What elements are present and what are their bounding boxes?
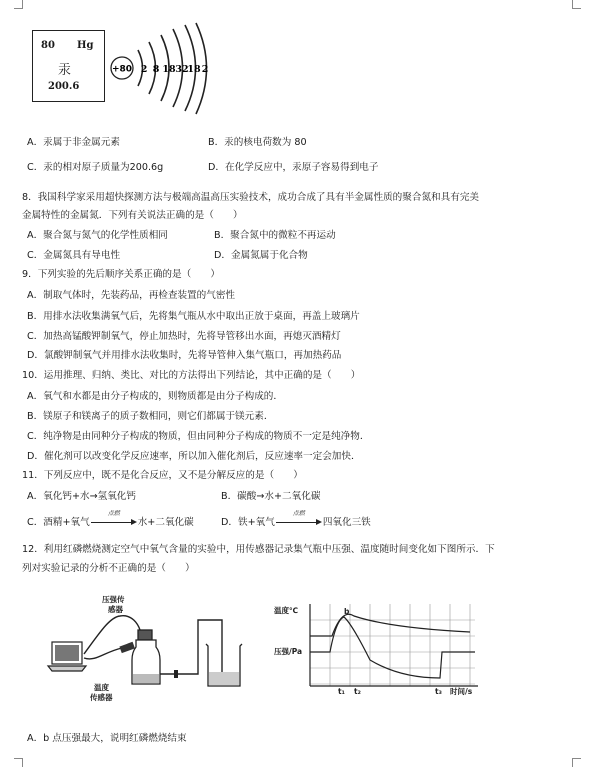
- q11-option-a: A．氧化钙+水→氢氧化钙: [27, 491, 136, 502]
- graph-grid: [310, 604, 475, 686]
- q9-option-d: D．氯酸钾制氧气并用排水法收集时，先将导管伸入集气瓶口，再加热药品: [27, 350, 342, 361]
- corner-mark-top-left: [14, 0, 23, 9]
- q11-c-reactants: C．酒精+氧气: [27, 517, 90, 528]
- atomic-mass: 200.6: [48, 81, 80, 92]
- shell-electrons-6: 2: [201, 64, 209, 75]
- q8-stem-line-2: 金属特性的金属氮．下列有关说法正确的是（ ）: [22, 210, 243, 221]
- laptop-icon: [48, 642, 86, 671]
- q8-option-a: A．聚合氮与氮气的化学性质相同: [27, 230, 168, 241]
- q9-option-c: C．加热高锰酸钾制氧气，停止加热时，先将导管移出水面，再熄灭酒精灯: [27, 331, 341, 342]
- reaction-arrow: [276, 510, 322, 527]
- atomic-number: 80: [41, 40, 55, 51]
- temperature-pressure-graph: [270, 600, 500, 700]
- q11-option-b: B．碳酸→水+二氧化碳: [221, 491, 321, 502]
- reaction-arrow: [91, 510, 137, 527]
- q12-option-a: A．b 点压强最大，说明红磷燃烧结束: [27, 733, 187, 744]
- q8-option-d: D．金属氮属于化合物: [214, 250, 308, 261]
- q10-option-c: C．纯净物是由同种分子构成的物质，但由同种分子构成的物质不一定是纯净物．: [27, 431, 370, 442]
- sensor-cable-2: [84, 648, 122, 659]
- reaction-condition: 点燃: [292, 510, 305, 517]
- q11-d-reactants: D．铁+氧气: [221, 517, 275, 528]
- graph-time-axis-label: 时间/s: [450, 687, 473, 696]
- q9-stem: 9．下列实验的先后顺序关系正确的是（ ）: [22, 269, 220, 280]
- q10-stem: 10．运用推理、归纳、类比、对比的方法得出下列结论，其中正确的是（ ）: [22, 370, 361, 381]
- q11-d-products: 四氧化三铁: [322, 517, 371, 528]
- reaction-condition: 点燃: [107, 510, 120, 517]
- point-b-label: b: [344, 607, 350, 616]
- q7-option-b: B．汞的核电荷数为 80: [208, 137, 307, 148]
- shell-electrons-1: 2: [140, 64, 148, 75]
- tick-t2: t₂: [354, 687, 361, 696]
- clamp: [174, 670, 178, 678]
- water-beaker: [206, 644, 242, 686]
- shell-electrons-2: 8: [152, 64, 160, 75]
- pressure-sensor-label-2: 感器: [108, 605, 123, 614]
- q7-option-d: D．在化学反应中，汞原子容易得到电子: [208, 162, 379, 173]
- q9-option-a: A．制取气体时，先装药品，再检查装置的气密性: [27, 290, 236, 301]
- nucleus-charge: +80: [111, 64, 133, 75]
- experiment-apparatus-diagram: [40, 592, 275, 704]
- q12-stem-line-2: 列对实验记录的分析不正确的是（ ）: [22, 563, 195, 574]
- q12-stem-line-1: 12．利用红磷燃烧测定空气中氧气含量的实验中，用传感器记录集气瓶中压强、温度随时间变化如下图所示．下: [22, 544, 495, 555]
- element-symbol: Hg: [77, 40, 94, 51]
- temperature-sensor-label-1: 温度: [94, 683, 109, 692]
- q10-option-d: D．催化剂可以改变化学反应速率，所以加入催化剂后，反应速率一定会加快．: [27, 451, 361, 462]
- gas-collection-bottle: [132, 630, 160, 684]
- q7-option-a: A．汞属于非金属元素: [27, 137, 120, 148]
- atom-structure-diagram: [105, 22, 215, 122]
- pressure-sensor-label-1: 压强传: [102, 595, 125, 604]
- q11-c-products: 水+二氧化碳: [137, 517, 194, 528]
- delivery-tube: [190, 620, 222, 674]
- element-card: [32, 30, 105, 102]
- q11-option-d: [221, 510, 371, 529]
- temperature-sensor-label-2: 传感器: [90, 693, 113, 702]
- tick-t3: t₃: [435, 687, 442, 696]
- q8-option-b: B．聚合氮中的微粒不再运动: [214, 230, 336, 241]
- corner-mark-bottom-right: [572, 758, 581, 767]
- q11-option-c: [27, 510, 194, 529]
- q11-stem: 11．下列反应中，既不是化合反应，又不是分解反应的是（ ）: [22, 470, 303, 481]
- q10-option-b: B．镁原子和镁离子的质子数相同，则它们都属于镁元素．: [27, 411, 274, 422]
- corner-mark-top-right: [572, 0, 581, 9]
- graph-temperature-axis-label: 温度℃: [274, 606, 299, 615]
- q8-stem-line-1: 8．我国科学家采用超快探测方法与极端高温高压实验技术，成功合成了具有半金属性质的聚合氮和具有完美: [22, 192, 480, 203]
- q10-option-a: A．氧气和水都是由分子构成的，则物质都是由分子构成的．: [27, 391, 283, 402]
- q7-option-c: C．汞的相对原子质量为200.6g: [27, 162, 164, 173]
- q8-option-c: C．金属氮具有导电性: [27, 250, 121, 261]
- shell-electrons-4: 32: [175, 64, 189, 75]
- graph-pressure-axis-label: 压强/Pa: [274, 647, 303, 656]
- shell-electrons-3: 18: [162, 64, 176, 75]
- temperature-probe: [119, 642, 135, 653]
- shell-electrons-5: 18: [187, 64, 201, 75]
- tick-t1: t₁: [338, 687, 345, 696]
- corner-mark-bottom-left: [14, 758, 23, 767]
- q9-option-b: B．用排水法收集满氧气后，先将集气瓶从水中取出正放于桌面，再盖上玻璃片: [27, 311, 360, 322]
- element-name: 汞: [58, 63, 72, 78]
